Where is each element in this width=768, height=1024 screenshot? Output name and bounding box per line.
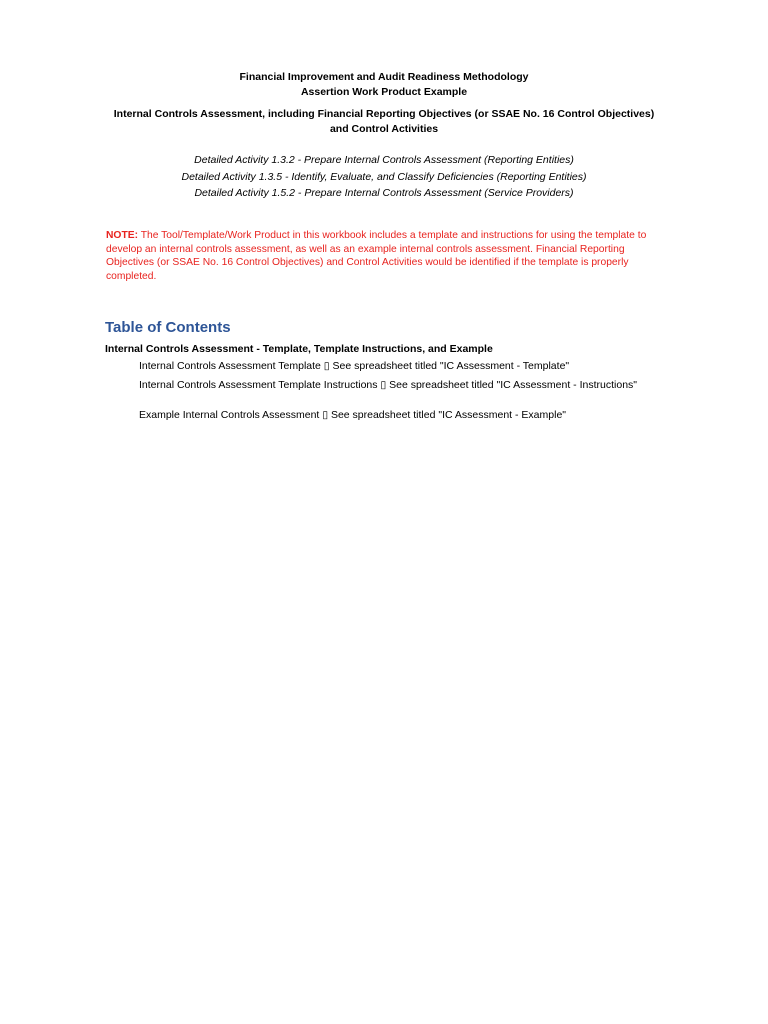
subtitle-line-2: and Control Activities <box>329 123 439 135</box>
activity-item: Detailed Activity 1.3.5 - Identify, Evaluate, and Classify Deficiencies (Reporting Entities) <box>181 170 587 183</box>
note-label: NOTE: <box>106 230 139 241</box>
document-title <box>0 70 768 100</box>
toc-item-instructions: Internal Controls Assessment Template Instructions ▯ See spreadsheet titled "IC Assessment - Instructions" <box>139 379 638 391</box>
activity-item: Detailed Activity 1.3.2 - Prepare Internal Controls Assessment (Reporting Entities) <box>194 154 574 166</box>
title-line-1: Financial Improvement and Audit Readiness Methodology <box>239 71 529 83</box>
detailed-activities <box>0 152 768 202</box>
toc-section-title: Internal Controls Assessment - Template, Template Instructions, and Example <box>105 343 493 355</box>
toc-heading: Table of Contents <box>105 319 231 336</box>
activity-item: Detailed Activity 1.5.2 - Prepare Internal Controls Assessment (Service Providers) <box>194 187 574 199</box>
note-paragraph <box>106 229 666 283</box>
subtitle-line-1: Internal Controls Assessment, including Financial Reporting Objectives (or SSAE No. 16 Control Objectives) <box>113 108 655 120</box>
note-text: The Tool/Template/Work Product in this workbook includes a template and instructions for using the template to develop an internal controls assessment, as well as an example internal controls assessment. Financial Reporting Objectives (or SSAE No. 16 Control Objectives) and Control Activities would be identified if the template is properly completed. <box>106 230 647 282</box>
toc-item-template: Internal Controls Assessment Template ▯ See spreadsheet titled "IC Assessment - Template" <box>139 360 570 372</box>
title-line-2: Assertion Work Product Example <box>300 86 468 98</box>
toc-item-example: Example Internal Controls Assessment ▯ See spreadsheet titled "IC Assessment - Example" <box>139 409 567 421</box>
document-subtitle <box>0 107 768 137</box>
